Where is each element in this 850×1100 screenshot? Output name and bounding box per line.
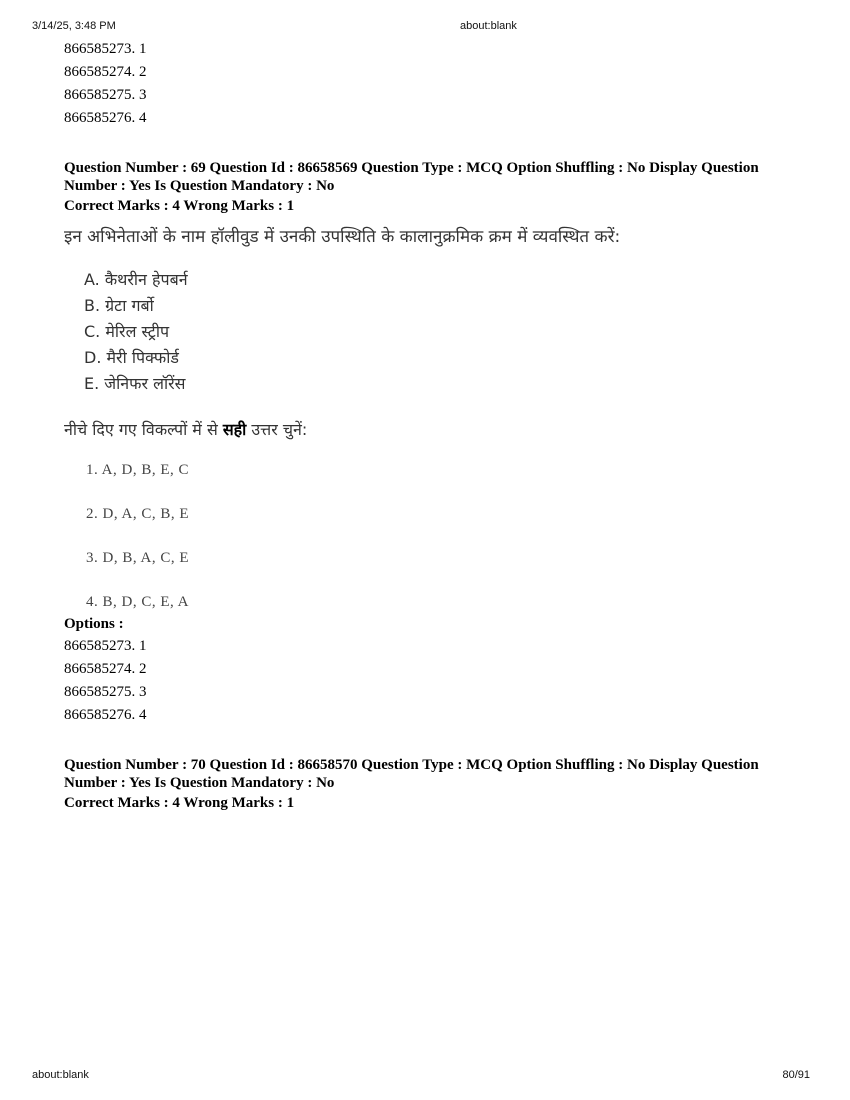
q69-option-3: 866585275. 3 [64, 684, 147, 700]
q69-options-label: Options : [64, 616, 124, 632]
q69-choice-3: 3. D, B, A, C, E [86, 550, 190, 566]
q69-meta-line1: Question Number : 69 Question Id : 86658569 Question Type : MCQ Option Shuffling : No Display Question [64, 160, 759, 176]
q69-meta [64, 159, 804, 195]
q69-option-4: 866585276. 4 [64, 707, 147, 723]
q70-marks: Correct Marks : 4 Wrong Marks : 1 [64, 795, 295, 811]
q69-instruction-pre: नीचे दिए गए विकल्पों में से [64, 420, 223, 439]
q69-statement-d: D. मैरी पिक्फोर्ड [84, 348, 179, 367]
q69-choice-4: 4. B, D, C, E, A [86, 594, 190, 610]
print-url: about:blank [460, 20, 517, 32]
q69-option-1: 866585273. 1 [64, 638, 147, 654]
q69-meta-line2: Number : Yes Is Question Mandatory : No [64, 178, 335, 194]
q69-option-2: 866585274. 2 [64, 661, 147, 677]
q69-statement-e: E. जेनिफर लॉरेंस [84, 374, 186, 393]
q69-instruction-post: उत्तर चुनें: [246, 420, 308, 439]
q69-statement-c: C. मेरिल स्ट्रीप [84, 322, 170, 341]
q70-meta [64, 756, 804, 792]
q69-instruction-bold: सही [222, 420, 247, 439]
q69-choice-2: 2. D, A, C, B, E [86, 506, 190, 522]
prev-option-3: 866585275. 3 [64, 87, 147, 103]
q69-statement-a: A. कैथरीन हेपबर्न [84, 270, 188, 289]
q70-meta-line2: Number : Yes Is Question Mandatory : No [64, 775, 335, 791]
prev-option-2: 866585274. 2 [64, 64, 147, 80]
q70-meta-line1: Question Number : 70 Question Id : 86658570 Question Type : MCQ Option Shuffling : No Display Question [64, 757, 759, 773]
footer-url: about:blank [32, 1069, 89, 1081]
q69-marks: Correct Marks : 4 Wrong Marks : 1 [64, 198, 295, 214]
prev-option-1: 866585273. 1 [64, 41, 147, 57]
q69-choice-1: 1. A, D, B, E, C [86, 462, 190, 478]
q69-question-text: इन अभिनेताओं के नाम हॉलीवुड में उनकी उपस्थिति के कालानुक्रमिक क्रम में व्यवस्थित करें: [64, 227, 621, 247]
prev-option-4: 866585276. 4 [64, 110, 147, 126]
print-datetime: 3/14/25, 3:48 PM [32, 20, 116, 32]
q69-instruction [64, 418, 307, 440]
page-number: 80/91 [782, 1069, 810, 1081]
q69-statement-b: B. ग्रेटा गर्बो [84, 296, 154, 315]
